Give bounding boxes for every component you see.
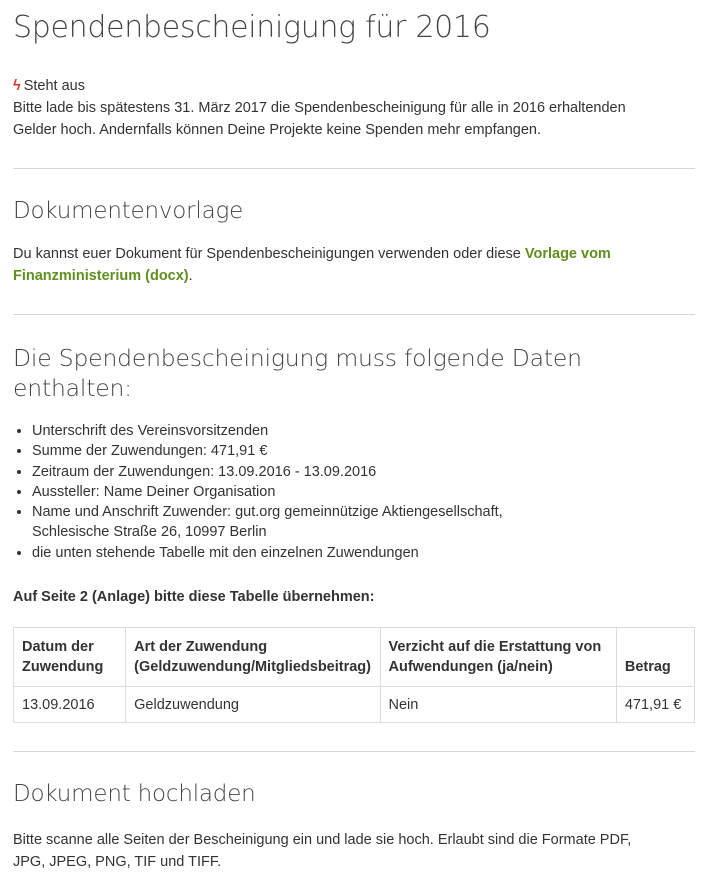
template-link-line1: Vorlage vom: [524, 246, 611, 262]
list-item-line2: Schlesische Straße 26, 10997 Berlin: [32, 524, 267, 541]
template-link-line2: Finanzministerium (docx): [13, 268, 189, 284]
template-text: [13, 243, 695, 287]
list-item: • Zeitraum der Zuwendungen: 13.09.2016 - 13.09.2016: [32, 462, 695, 482]
list-item: • Summe der Zuwendungen: 471,91 €: [32, 441, 695, 461]
upload-text: [13, 829, 695, 873]
header-line: Betrag: [624, 659, 671, 676]
status-text: [13, 97, 695, 141]
column-header-waiver: [380, 628, 616, 687]
upload-heading: Dokument hochladen: [13, 781, 256, 808]
cell-type: Geldzuwendung: [126, 687, 380, 723]
divider: [13, 168, 695, 169]
requirements-heading: Die Spendenbescheinigung muss folgende Daten enthalten:: [13, 344, 582, 402]
table-header-row: [14, 628, 695, 687]
header-line: Datum der: [22, 639, 94, 656]
list-item: • Aussteller: Name Deiner Organisation: [32, 482, 695, 502]
upload-text-line2: JPG, JPEG, PNG, TIF und TIFF.: [13, 854, 222, 871]
column-header-amount: [616, 628, 694, 687]
page-title: Spendenbescheinigung für 2016: [13, 10, 491, 45]
header-line: Verzicht auf die Erstattung von: [388, 639, 602, 656]
table-title: Auf Seite 2 (Anlage) bitte diese Tabelle übernehmen:: [13, 589, 375, 606]
donations-table: [13, 627, 695, 723]
list-item-line1: Name und Anschrift Zuwender: gut.org gemeinnützige Aktiengesellschaft,: [32, 504, 503, 521]
header-line: Zuwendung: [22, 659, 104, 676]
header-line: Art der Zuwendung: [134, 639, 268, 656]
cell-waiver: Nein: [380, 687, 616, 723]
column-header-date: [14, 628, 126, 687]
cell-amount: 471,91 €: [616, 687, 694, 723]
divider: [13, 314, 695, 315]
upload-text-line1: Bitte scanne alle Seiten der Bescheinigung ein und lade sie hoch. Erlaubt sind die Formate PDF,: [13, 832, 632, 849]
table-row: [14, 687, 695, 723]
status-text-line1: Bitte lade bis spätestens 31. März 2017 die Spendenbescheinigung für alle in 2016 erhaltenden: [13, 100, 626, 116]
column-header-type: [126, 628, 380, 687]
header-line: Aufwendungen (ja/nein): [388, 659, 553, 676]
cell-date: 13.09.2016: [14, 687, 126, 723]
list-item: • Unterschrift des Vereinsvorsitzenden: [32, 421, 695, 441]
list-item: • die unten stehende Tabelle mit den einzelnen Zuwendungen: [32, 543, 695, 563]
header-line: (Geldzuwendung/Mitgliedsbeitrag): [134, 659, 371, 676]
lightning-bolt-icon: ϟ: [13, 78, 21, 94]
template-text-intro: Du kannst euer Dokument für Spendenbescheinigungen verwenden oder diese: [13, 246, 525, 262]
divider: [13, 751, 695, 752]
status-text-line2: Gelder hoch. Andernfalls können Deine Projekte keine Spenden mehr empfangen.: [13, 122, 541, 138]
status-label: Steht aus: [23, 78, 85, 94]
requirements-list: [13, 421, 695, 563]
status-indicator: [13, 75, 695, 97]
template-heading: Dokumentenvorlage: [13, 198, 244, 224]
list-item: [32, 502, 695, 543]
template-text-end: .: [188, 268, 193, 284]
